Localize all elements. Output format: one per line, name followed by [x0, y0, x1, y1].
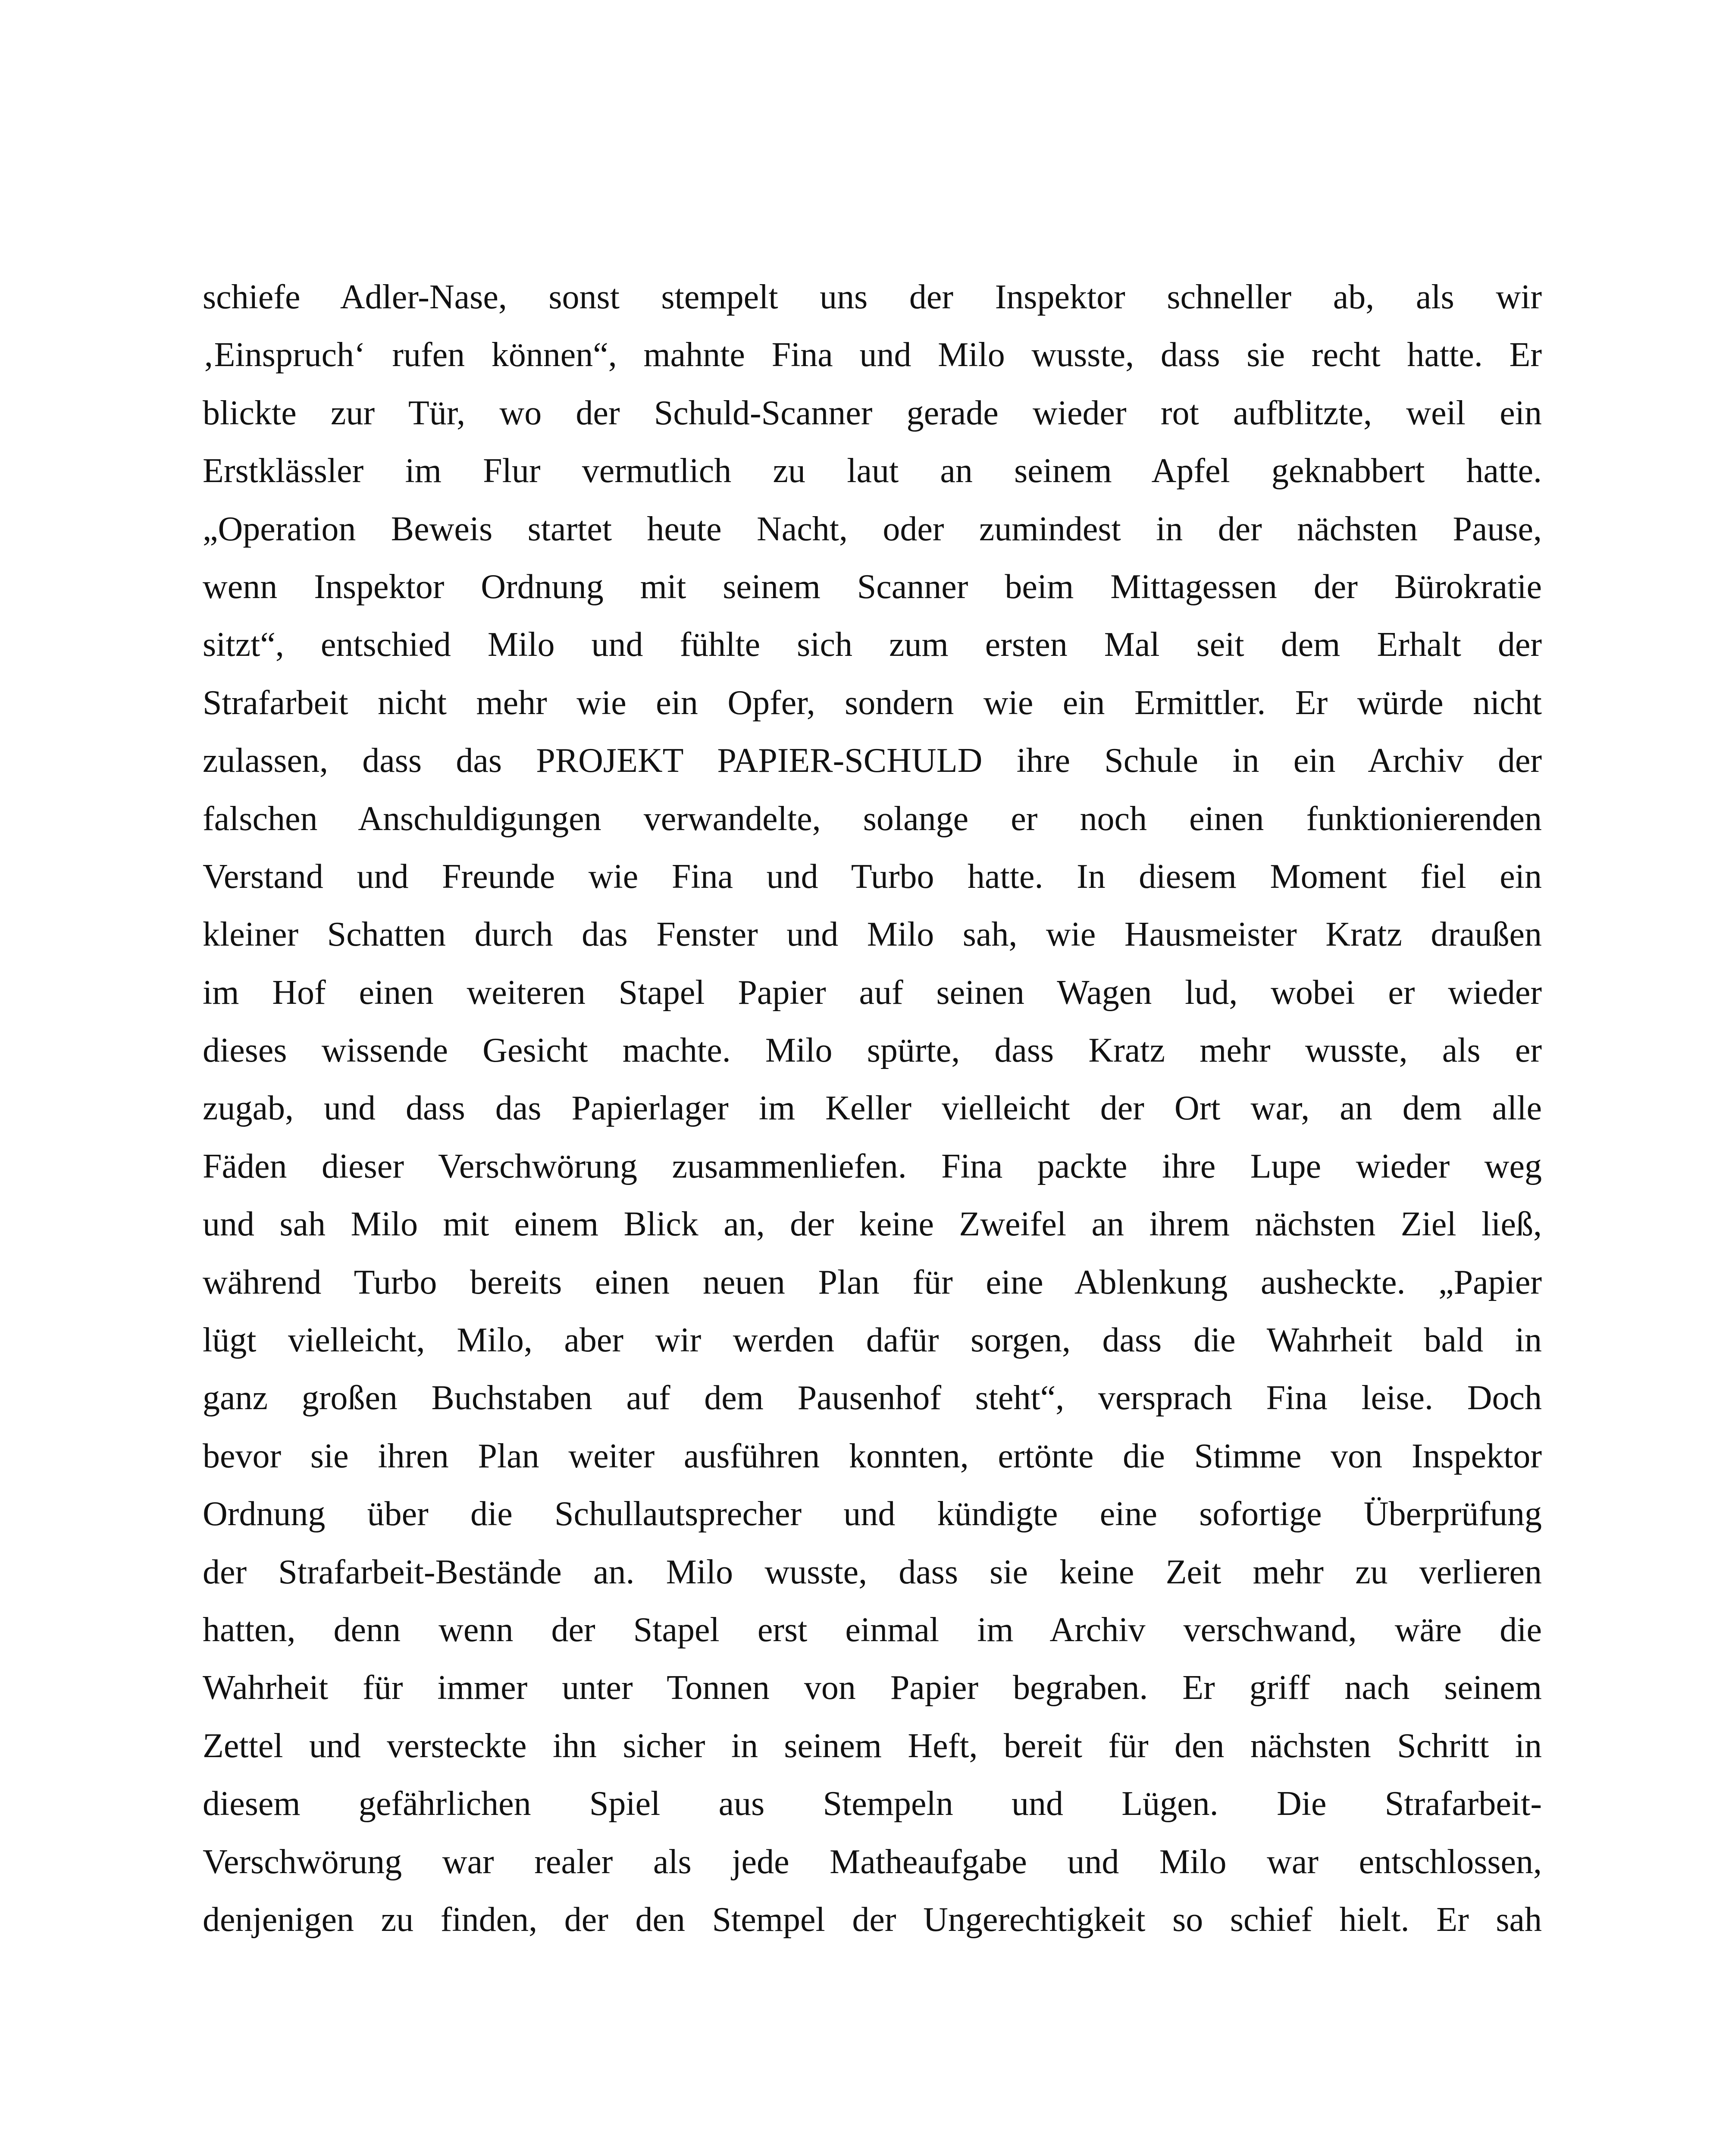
text-line: lügt vielleicht, Milo, aber wir werden dafür sorgen, dass die Wahrheit bald in [203, 1321, 1542, 1360]
text-line: hatten, denn wenn der Stapel erst einmal im Archiv verschwand, wäre die [203, 1611, 1542, 1649]
text-line: kleiner Schatten durch das Fenster und Milo sah, wie Hausmeister Kratz draußen [203, 915, 1542, 954]
text-line: blickte zur Tür, wo der Schuld-Scanner gerade wieder rot aufblitzte, weil ein [203, 394, 1542, 432]
body-paragraph [203, 268, 1542, 1949]
text-line: der Strafarbeit-Bestände an. Milo wusste, dass sie keine Zeit mehr zu verlieren [203, 1553, 1542, 1591]
text-line: während Turbo bereits einen neuen Plan für eine Ablenkung ausheckte. „Papier [203, 1263, 1542, 1301]
text-line: im Hof einen weiteren Stapel Papier auf seinen Wagen lud, wobei er wieder [203, 973, 1542, 1012]
text-line: Strafarbeit nicht mehr wie ein Opfer, sondern wie ein Ermittler. Er würde nicht [203, 683, 1542, 722]
text-line: zulassen, dass das PROJEKT PAPIER-SCHULD ihre Schule in ein Archiv der [203, 742, 1542, 780]
text-line: falschen Anschuldigungen verwandelte, solange er noch einen funktionierenden [203, 799, 1542, 838]
text-line: Fäden dieser Verschwörung zusammenliefen. Fina packte ihre Lupe wieder weg [203, 1147, 1542, 1185]
text-line: denjenigen zu finden, der den Stempel der Ungerechtigkeit so schief hielt. Er sah [203, 1900, 1542, 1939]
text-line: zugab, und dass das Papierlager im Keller vielleicht der Ort war, an dem alle [203, 1089, 1542, 1128]
text-line: Verstand und Freunde wie Fina und Turbo hatte. In diesem Moment fiel ein [203, 857, 1542, 896]
text-line: Erstklässler im Flur vermutlich zu laut an seinem Apfel geknabbert hatte. [203, 452, 1542, 490]
text-line: „Operation Beweis startet heute Nacht, oder zumindest in der nächsten Pause, [203, 510, 1542, 548]
text-line: Ordnung über die Schullautsprecher und kündigte eine sofortige Überprüfung [203, 1495, 1542, 1533]
text-line: diesem gefährlichen Spiel aus Stempeln und Lügen. Die Strafarbeit- [203, 1785, 1542, 1823]
text-line: ‚Einspruch‘ rufen können“, mahnte Fina und Milo wusste, dass sie recht hatte. Er [203, 336, 1542, 374]
text-line: ganz großen Buchstaben auf dem Pausenhof steht“, versprach Fina leise. Doch [203, 1379, 1542, 1417]
text-line: sitzt“, entschied Milo und fühlte sich zum ersten Mal seit dem Erhalt der [203, 626, 1542, 664]
text-line: bevor sie ihren Plan weiter ausführen konnten, ertönte die Stimme von Inspektor [203, 1437, 1542, 1475]
text-line: und sah Milo mit einem Blick an, der keine Zweifel an ihrem nächsten Ziel ließ, [203, 1205, 1542, 1244]
text-line: Verschwörung war realer als jede Matheaufgabe und Milo war entschlossen, [203, 1843, 1542, 1881]
text-line: schiefe Adler-Nase, sonst stempelt uns der Inspektor schneller ab, als wir [203, 278, 1542, 316]
text-line: Zettel und versteckte ihn sicher in seinem Heft, bereit für den nächsten Schritt in [203, 1727, 1542, 1765]
text-line: dieses wissende Gesicht machte. Milo spürte, dass Kratz mehr wusste, als er [203, 1031, 1542, 1070]
text-line: wenn Inspektor Ordnung mit seinem Scanner beim Mittagessen der Bürokratie [203, 567, 1542, 606]
text-line: Wahrheit für immer unter Tonnen von Papier begraben. Er griff nach seinem [203, 1669, 1542, 1707]
